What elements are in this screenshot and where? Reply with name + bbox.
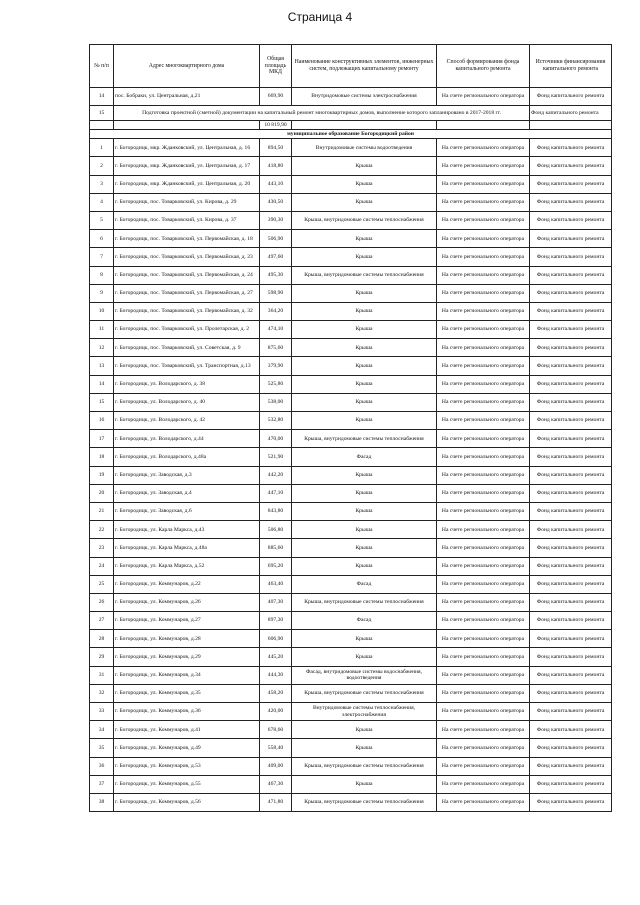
cell-address: пос. Бобраки, ул. Центральная, д.21 (114, 88, 260, 106)
cell-num: 25 (90, 575, 114, 593)
cell-method: На счете регионального оператора (437, 612, 530, 630)
table-row (90, 284, 612, 302)
table-row (90, 375, 612, 393)
cell-work: Крыша, внутридомовые системы теплоснабжения (292, 684, 437, 702)
cell-method: На счете регионального оператора (437, 139, 530, 157)
cell-num: 35 (90, 739, 114, 757)
cell-method: На счете регионального оператора (437, 575, 530, 593)
cell-address: г. Богородицк, ул. Карла Маркса, д.43 (114, 521, 260, 539)
cell-num: 38 (90, 793, 114, 811)
table-row (90, 684, 612, 702)
cell-address: г. Богородицк, ул. Володарского, д. 38 (114, 375, 260, 393)
cell-source: Фонд капитального ремонта (530, 593, 612, 611)
table-row (90, 666, 612, 684)
cell-num: 37 (90, 775, 114, 793)
cell-address: г. Богородицк, ул. Коммунаров, д.22 (114, 575, 260, 593)
cell-address: г. Богородицк, ул. Коммунаров, д.36 (114, 703, 260, 721)
cell-work: Крыша (292, 502, 437, 520)
cell-source: Фонд капитального ремонта (530, 375, 612, 393)
cell-address: г. Богородицк, ул. Коммунаров, д.41 (114, 721, 260, 739)
capital-repair-table (89, 44, 612, 812)
table-row (90, 612, 612, 630)
cell-num: 1 (90, 139, 114, 157)
cell-num: 13 (90, 357, 114, 375)
cell-num: 29 (90, 648, 114, 666)
cell-area: 364,20 (260, 302, 292, 320)
cell-address: г. Богородицк, ул. Коммунаров, д.29 (114, 648, 260, 666)
cell-work: Крыша (292, 630, 437, 648)
cell-work: Крыша, внутридомовые системы теплоснабжения (292, 430, 437, 448)
cell-num: 15 (90, 393, 114, 411)
cell-area: 463,40 (260, 575, 292, 593)
cell-source: Фонд капитального ремонта (530, 357, 612, 375)
cell-work: Крыша, внутридомовые системы теплоснабжения (292, 211, 437, 229)
cell-source: Фонд капитального ремонта (530, 175, 612, 193)
cell-source: Фонд капитального ремонта (530, 648, 612, 666)
cell-source: Фонд капитального ремонта (530, 484, 612, 502)
cell-address: г. Богородицк, ул. Коммунаров, д.27 (114, 612, 260, 630)
cell-num: 6 (90, 230, 114, 248)
cell-source: Фонд капитального ремонта (530, 248, 612, 266)
cell-method: На счете регионального оператора (437, 230, 530, 248)
table-row (90, 757, 612, 775)
cell-area: 442,20 (260, 466, 292, 484)
table-row (90, 557, 612, 575)
cell-num: 36 (90, 757, 114, 775)
cell-work: Крыша (292, 193, 437, 211)
table-row (90, 575, 612, 593)
cell-num: 14 (90, 375, 114, 393)
cell-work: Внутридомовые системы водоотведения (292, 139, 437, 157)
cell-num: 24 (90, 557, 114, 575)
cell-num: 17 (90, 430, 114, 448)
table-row (90, 321, 612, 339)
cell-num: 20 (90, 484, 114, 502)
table-row (90, 248, 612, 266)
cell-address: г. Богородицк, ул. Карла Маркса, д.52 (114, 557, 260, 575)
cell-method: На счете регионального оператора (437, 302, 530, 320)
cell-source: Фонд капитального ремонта (530, 157, 612, 175)
cell-work: Крыша (292, 484, 437, 502)
table-row (90, 266, 612, 284)
cell-method: На счете регионального оператора (437, 757, 530, 775)
cell-source: Фонд капитального ремонта (530, 321, 612, 339)
cell-address: г. Богородицк, ул. Коммунаров, д.55 (114, 775, 260, 793)
cell-num: 2 (90, 157, 114, 175)
cell-work: Крыша (292, 539, 437, 557)
cell-method: На счете регионального оператора (437, 266, 530, 284)
cell-source: Фонд капитального ремонта (530, 630, 612, 648)
cell-work: Крыша (292, 175, 437, 193)
cell-source: Фонд капитального ремонта (530, 266, 612, 284)
cell-source: Фонд капитального ремонта (530, 557, 612, 575)
cell-source: Фонд капитального ремонта (530, 412, 612, 430)
table-row (90, 648, 612, 666)
cell-num: 11 (90, 321, 114, 339)
cell-num: 15 (90, 106, 114, 121)
cell-area: 678,60 (260, 721, 292, 739)
cell-source: Фонд капитального ремонта (530, 193, 612, 211)
cell-work: Крыша (292, 521, 437, 539)
cell-area: 532,80 (260, 412, 292, 430)
cell-work: Фасад (292, 575, 437, 593)
cell-area: 843,80 (260, 502, 292, 520)
cell-method: На счете регионального оператора (437, 557, 530, 575)
cell-method: На счете регионального оператора (437, 684, 530, 702)
cell-source: Фонд капитального ремонта (530, 106, 612, 121)
table-row (90, 739, 612, 757)
table-row (90, 539, 612, 557)
municipality-title: муниципальное образование Богородицкий район (90, 130, 612, 139)
cell-work: Крыша, внутридомовые системы теплоснабжения (292, 793, 437, 811)
cell-address: г. Богородицк, ул. Володарского, д. 42 (114, 412, 260, 430)
cell-source: Фонд капитального ремонта (530, 721, 612, 739)
cell-source: Фонд капитального ремонта (530, 775, 612, 793)
cell-area: 695,20 (260, 557, 292, 575)
cell-area: 407,30 (260, 593, 292, 611)
cell-area: 525,80 (260, 375, 292, 393)
page-title: Страница 4 (287, 10, 353, 24)
cell-num: 5 (90, 211, 114, 229)
cell-source: Фонд капитального ремонта (530, 666, 612, 684)
cell-work: Крыша (292, 557, 437, 575)
cell-num: 19 (90, 466, 114, 484)
cell-work: Крыша (292, 393, 437, 411)
cell-address: г. Богородицк, ул. Коммунаров, д.26 (114, 593, 260, 611)
header-method: Способ формирования фонда капитального ремонта (437, 45, 530, 88)
cell-area: 447,10 (260, 484, 292, 502)
cell-num: 26 (90, 593, 114, 611)
cell-method: На счете регионального оператора (437, 430, 530, 448)
cell-source: Фонд капитального ремонта (530, 339, 612, 357)
table-row (90, 139, 612, 157)
cell-area: 558,40 (260, 739, 292, 757)
cell-work: Крыша (292, 321, 437, 339)
cell-method: На счете регионального оператора (437, 175, 530, 193)
cell-work: Крыша (292, 721, 437, 739)
cell-method: На счете регионального оператора (437, 375, 530, 393)
cell-source: Фонд капитального ремонта (530, 393, 612, 411)
table-row (90, 230, 612, 248)
cell-num: 8 (90, 266, 114, 284)
cell-num: 32 (90, 684, 114, 702)
cell-address: г. Богородицк, ул. Коммунаров, д.49 (114, 739, 260, 757)
cell-address: г. Богородицк, пос. Товарковский, ул. Первомайская, д. 23 (114, 248, 260, 266)
cell-method: На счете регионального оператора (437, 284, 530, 302)
cell-work: Крыша (292, 284, 437, 302)
cell-num: 33 (90, 703, 114, 721)
cell-area: 669,90 (260, 88, 292, 106)
cell-address: г. Богородицк, ул. Заводская, д.3 (114, 466, 260, 484)
cell-method: На счете регионального оператора (437, 630, 530, 648)
table-row (90, 302, 612, 320)
cell-area: 506,80 (260, 521, 292, 539)
cell-num: 23 (90, 539, 114, 557)
cell-work: Крыша (292, 230, 437, 248)
cell-work: Крыша (292, 157, 437, 175)
cell-source: Фонд капитального ремонта (530, 448, 612, 466)
cell-description: Подготовка проектной (сметной) документации на капитальный ремонт многоквартирных домов, выполнение которого запланировано в 2017-2018 гг. (114, 106, 530, 121)
cell-work: Крыша, внутридомовые системы теплоснабжения (292, 593, 437, 611)
cell-area: 495,30 (260, 266, 292, 284)
cell-method: На счете регионального оператора (437, 448, 530, 466)
cell-method: На счете регионального оператора (437, 211, 530, 229)
cell-method: На счете регионального оператора (437, 721, 530, 739)
cell-area: 467,30 (260, 775, 292, 793)
cell-address: г. Богородицк, пос. Товарковский, ул. Кирова, д. 29 (114, 193, 260, 211)
header-num: № п/п (90, 45, 114, 88)
cell-address: г. Богородицк, пос. Товарковский, ул. Пролетарская, д. 2 (114, 321, 260, 339)
cell-num: 16 (90, 412, 114, 430)
cell-num: 14 (90, 88, 114, 106)
cell-source: Фонд капитального ремонта (530, 793, 612, 811)
cell-address: г. Богородицк, пос. Товарковский, ул. Первомайская, д. 27 (114, 284, 260, 302)
table-row (90, 502, 612, 520)
table-row (90, 721, 612, 739)
cell-work: Крыша (292, 248, 437, 266)
cell-method: На счете регионального оператора (437, 484, 530, 502)
cell-area: 897,30 (260, 612, 292, 630)
table-row (90, 211, 612, 229)
cell-empty (114, 121, 260, 130)
cell-area: 885,60 (260, 539, 292, 557)
table-row (90, 448, 612, 466)
cell-area: 379,90 (260, 357, 292, 375)
design-documentation-row (90, 106, 612, 121)
cell-source: Фонд капитального ремонта (530, 284, 612, 302)
cell-work: Крыша (292, 375, 437, 393)
cell-num: 9 (90, 284, 114, 302)
table-row (90, 193, 612, 211)
cell-method: На счете регионального оператора (437, 88, 530, 106)
cell-address: г. Богородицк, ул. Заводская, д.4 (114, 484, 260, 502)
cell-area: 471,80 (260, 793, 292, 811)
table-row (90, 484, 612, 502)
cell-area: 409,00 (260, 757, 292, 775)
cell-method: На счете регионального оператора (437, 193, 530, 211)
cell-source: Фонд капитального ремонта (530, 612, 612, 630)
cell-area: 390,30 (260, 211, 292, 229)
cell-work: Крыша, внутридомовые системы теплоснабжения (292, 757, 437, 775)
cell-source: Фонд капитального ремонта (530, 302, 612, 320)
cell-area: 606,90 (260, 630, 292, 648)
cell-num: 4 (90, 193, 114, 211)
cell-source: Фонд капитального ремонта (530, 139, 612, 157)
table-row (90, 430, 612, 448)
cell-num: 21 (90, 502, 114, 520)
cell-method: На счете регионального оператора (437, 502, 530, 520)
table-row (90, 357, 612, 375)
cell-method: На счете регионального оператора (437, 339, 530, 357)
cell-method: На счете регионального оператора (437, 248, 530, 266)
cell-work: Крыша (292, 302, 437, 320)
cell-num: 3 (90, 175, 114, 193)
cell-num: 22 (90, 521, 114, 539)
cell-address: г. Богородицк, пос. Товарковский, ул. Первомайская, д. 18 (114, 230, 260, 248)
header-address: Адрес многоквартирного дома (114, 45, 260, 88)
table-row (90, 157, 612, 175)
cell-work: Крыша (292, 466, 437, 484)
cell-address: г. Богородицк, пос. Товарковский, ул. Первомайская, д. 24 (114, 266, 260, 284)
cell-method: На счете регионального оператора (437, 739, 530, 757)
municipality-row (90, 130, 612, 139)
table-row (90, 175, 612, 193)
cell-method: На счете регионального оператора (437, 321, 530, 339)
cell-source: Фонд капитального ремонта (530, 211, 612, 229)
cell-empty (292, 121, 437, 130)
cell-address: г. Богородицк, пос. Товарковский, ул. Кирова, д. 37 (114, 211, 260, 229)
cell-area: 418,80 (260, 157, 292, 175)
cell-empty (437, 121, 530, 130)
cell-address: г. Богородицк, ул. Коммунаров, д.28 (114, 630, 260, 648)
cell-work: Крыша (292, 648, 437, 666)
cell-source: Фонд капитального ремонта (530, 502, 612, 520)
cell-work: Крыша, внутридомовые системы теплоснабжения (292, 266, 437, 284)
cell-method: На счете регионального оператора (437, 157, 530, 175)
cell-address: г. Богородицк, пос. Товарковский, ул. Транспортная, д.13 (114, 357, 260, 375)
cell-area: 458,20 (260, 684, 292, 702)
table-row (90, 466, 612, 484)
cell-area: 521,90 (260, 448, 292, 466)
cell-source: Фонд капитального ремонта (530, 757, 612, 775)
cell-num: 28 (90, 630, 114, 648)
cell-source: Фонд капитального ремонта (530, 466, 612, 484)
cell-work: Фасад, внутридомовые системы водоснабжения, водоотведения (292, 666, 437, 684)
cell-num: 31 (90, 666, 114, 684)
cell-address: г. Богородицк, ул. Коммунаров, д.56 (114, 793, 260, 811)
cell-work: Крыша (292, 775, 437, 793)
cell-num: 10 (90, 302, 114, 320)
cell-address: г. Богородицк, ул. Володарского, д.48а (114, 448, 260, 466)
cell-area: 430,50 (260, 193, 292, 211)
cell-area: 598,90 (260, 284, 292, 302)
table-row (90, 593, 612, 611)
table-row (90, 521, 612, 539)
table-row (90, 703, 612, 721)
cell-source: Фонд капитального ремонта (530, 739, 612, 757)
cell-address: г. Богородицк, ул. Коммунаров, д.35 (114, 684, 260, 702)
cell-area: 445,20 (260, 648, 292, 666)
table-header-row (90, 45, 612, 88)
cell-method: На счете регионального оператора (437, 521, 530, 539)
cell-work: Внутридомовые системы электроснабжения (292, 88, 437, 106)
cell-source: Фонд капитального ремонта (530, 521, 612, 539)
table-row (90, 393, 612, 411)
cell-method: На счете регионального оператора (437, 539, 530, 557)
cell-source: Фонд капитального ремонта (530, 703, 612, 721)
cell-num: 12 (90, 339, 114, 357)
cell-area: 538,00 (260, 393, 292, 411)
cell-address: г. Богородицк, ул. Карла Маркса, д.48а (114, 539, 260, 557)
table-row (90, 630, 612, 648)
cell-work: Крыша (292, 739, 437, 757)
cell-area: 497,60 (260, 248, 292, 266)
cell-num: 7 (90, 248, 114, 266)
cell-method: На счете регионального оператора (437, 666, 530, 684)
cell-source: Фонд капитального ремонта (530, 430, 612, 448)
table-row (90, 793, 612, 811)
cell-source: Фонд капитального ремонта (530, 575, 612, 593)
cell-address: г. Богородицк, мкр. Жданковский, ул. Центральная, д. 17 (114, 157, 260, 175)
cell-source: Фонд капитального ремонта (530, 539, 612, 557)
cell-source: Фонд капитального ремонта (530, 88, 612, 106)
cell-empty (530, 121, 612, 130)
table-row (90, 339, 612, 357)
total-area: 10 819,90 (260, 121, 292, 130)
cell-method: На счете регионального оператора (437, 593, 530, 611)
cell-method: На счете регионального оператора (437, 703, 530, 721)
cell-work: Фасад (292, 612, 437, 630)
cell-method: На счете регионального оператора (437, 793, 530, 811)
cell-num: 27 (90, 612, 114, 630)
cell-address: г. Богородицк, ул. Коммунаров, д.34 (114, 666, 260, 684)
table-row (90, 775, 612, 793)
cell-area: 444,30 (260, 666, 292, 684)
cell-work: Крыша (292, 357, 437, 375)
cell-area: 474,10 (260, 321, 292, 339)
cell-work: Крыша (292, 412, 437, 430)
cell-address: г. Богородицк, ул. Коммунаров, д.53 (114, 757, 260, 775)
cell-num: 34 (90, 721, 114, 739)
table-row (90, 88, 612, 106)
cell-method: На счете регионального оператора (437, 357, 530, 375)
cell-area: 443,10 (260, 175, 292, 193)
cell-area: 470,00 (260, 430, 292, 448)
cell-address: г. Богородицк, мкр. Жданковский, ул. Центральная, д. 16 (114, 139, 260, 157)
cell-method: На счете регионального оператора (437, 775, 530, 793)
cell-source: Фонд капитального ремонта (530, 684, 612, 702)
cell-method: На счете регионального оператора (437, 393, 530, 411)
cell-work: Крыша (292, 339, 437, 357)
cell-area: 894,50 (260, 139, 292, 157)
cell-empty (90, 121, 114, 130)
cell-area: 506,90 (260, 230, 292, 248)
header-area: Общая площадь МКД (260, 45, 292, 88)
cell-method: На счете регионального оператора (437, 648, 530, 666)
cell-area: 420,00 (260, 703, 292, 721)
header-work: Наименование конструктивных элементов, инженерных систем, подлежащих капитальному ремонту (292, 45, 437, 88)
cell-address: г. Богородицк, пос. Товарковский, ул. Советская, д. 9 (114, 339, 260, 357)
cell-work: Внутридомовые системы теплоснабжения, электроснабжения (292, 703, 437, 721)
cell-address: г. Богородицк, ул. Володарского, д. 40 (114, 393, 260, 411)
cell-method: На счете регионального оператора (437, 412, 530, 430)
cell-area: 875,60 (260, 339, 292, 357)
cell-work: Фасад (292, 448, 437, 466)
table-row (90, 412, 612, 430)
cell-num: 18 (90, 448, 114, 466)
cell-address: г. Богородицк, ул. Володарского, д.44 (114, 430, 260, 448)
header-source: Источники финансирования капитального ремонта (530, 45, 612, 88)
cell-source: Фонд капитального ремонта (530, 230, 612, 248)
cell-address: г. Богородицк, пос. Товарковский, ул. Первомайская, д. 32 (114, 302, 260, 320)
cell-address: г. Богородицк, мкр. Жданковский, ул. Центральная, д. 20 (114, 175, 260, 193)
total-row (90, 121, 612, 130)
cell-method: На счете регионального оператора (437, 466, 530, 484)
cell-address: г. Богородицк, ул. Заводская, д.6 (114, 502, 260, 520)
